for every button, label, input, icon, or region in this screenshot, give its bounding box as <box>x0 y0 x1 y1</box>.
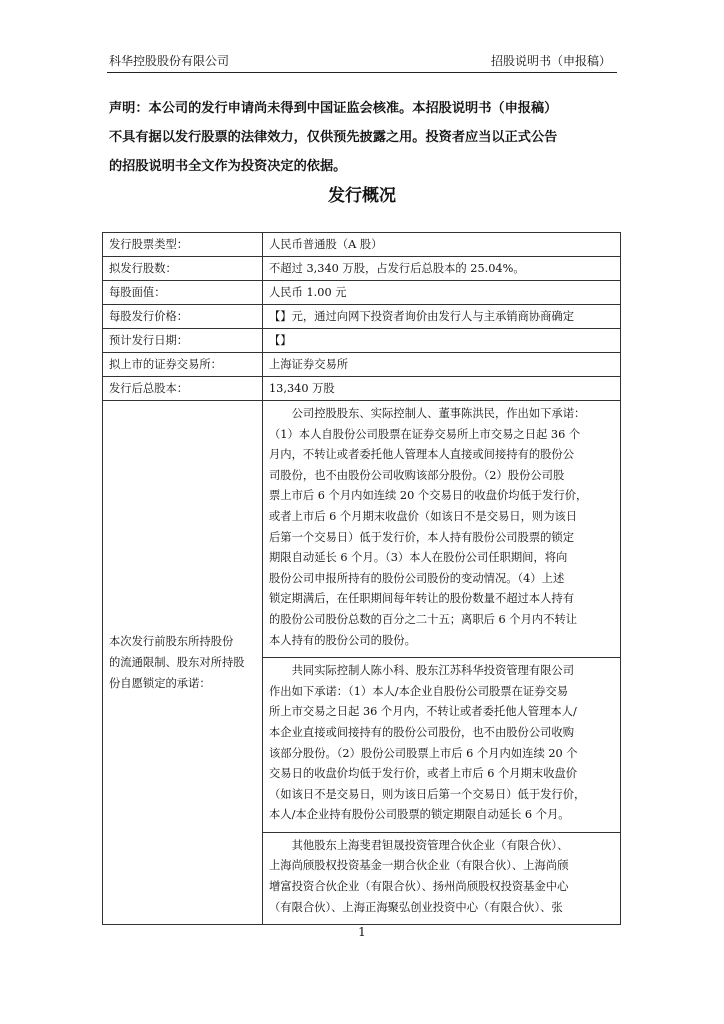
disclaimer-line: 声明：本公司的发行申请尚未得到中国证监会核准。本招股说明书（申报稿） <box>109 101 558 116</box>
header-company-name: 科华控股股份有限公司 <box>109 54 230 68</box>
row-label: 发行后总股本： <box>103 377 263 401</box>
row-value: 【】元，通过向网下投资者询价由发行人与主承销商协商确定 <box>263 305 621 329</box>
paragraph-line: 作出如下承诺：（1）本人/本企业自股份公司股票在证券交易 <box>269 684 569 698</box>
paragraph-line: 其他股东上海斐君钽晟投资管理合伙企业（有限合伙）、 <box>291 838 569 852</box>
paragraph-line: 本人持有的股份公司的股份。 <box>269 633 416 647</box>
lockup-label-line: 的流通限制、股东对所持股 <box>109 656 245 670</box>
paragraph-line: 或者上市后 6 个月期末收盘价（如该日不是交易日，则为该日 <box>269 509 578 523</box>
lockup-row <box>103 401 621 658</box>
paragraph-line: 股份公司申报所持有的股份公司股份的变动情况。（4）上述 <box>269 571 565 585</box>
lockup-label-line: 份自愿锁定的承诺： <box>109 677 211 691</box>
lockup-commitment-other-shareholders <box>263 832 621 924</box>
paragraph-line: 票上市后 6 个月内如连续 20 个交易日的收盘价均低于发行价， <box>269 489 588 503</box>
row-label: 拟上市的证券交易所： <box>103 353 263 377</box>
paragraph-line: （有限合伙）、上海正海聚弘创业投资中心（有限合伙）、张 <box>269 900 563 914</box>
row-label: 发行股票类型： <box>103 233 263 257</box>
table-row <box>103 281 621 305</box>
header-document-type: 招股说明书（申报稿） <box>490 54 611 68</box>
table-row <box>103 233 621 257</box>
paragraph-line: 所上市交易之日起 36 个月内，不转让或者委托他人管理本人/ <box>269 705 577 719</box>
paragraph-line: 交易日的收盘价均低于发行价，或者上市后 6 个月期末收盘价 <box>269 767 578 781</box>
row-label: 每股面值： <box>103 281 263 305</box>
table-row <box>103 377 621 401</box>
disclaimer-statement <box>109 94 617 181</box>
lockup-label-line: 本次发行前股东所持股份 <box>109 635 234 649</box>
disclaimer-line: 不具有据以发行股票的法律效力，仅供预先披露之用。投资者应当以正式公告 <box>109 130 558 145</box>
paragraph-line: （如该日不是交易日，则为该日后第一个交易日）低于发行价， <box>269 787 586 801</box>
paragraph-line: （1）本人自股份公司股票在证券交易所上市交易之日起 36 个 <box>269 427 581 441</box>
lockup-label <box>103 401 263 925</box>
paragraph-line: 公司控股股东、实际控制人、董事陈洪民，作出如下承诺： <box>291 407 586 420</box>
row-value: 不超过 3,340 万股，占发行后总股本的 25.04%。 <box>263 257 621 281</box>
row-value: 人民币 1.00 元 <box>263 281 621 305</box>
paragraph-line: 后第一个交易日）低于发行价，本人持有股份公司股票的锁定 <box>269 530 575 544</box>
page-header <box>107 50 617 73</box>
row-value: 人民币普通股（A 股） <box>263 233 621 257</box>
row-value: 13,340 万股 <box>263 377 621 401</box>
table-row <box>103 305 621 329</box>
paragraph-line: 月内，不转让或者委托他人管理本人直接或间接持有的股份公 <box>269 448 575 462</box>
page-number: 1 <box>358 925 366 939</box>
lockup-commitment-co-controller <box>263 658 621 833</box>
row-label: 预计发行日期： <box>103 329 263 353</box>
row-value: 【】 <box>263 329 621 353</box>
row-label: 每股发行价格： <box>103 305 263 329</box>
paragraph-line: 本人/本企业持有股份公司股票的锁定期限自动延长 6 个月。 <box>269 808 570 822</box>
paragraph-line: 期限自动延长 6 个月。（3）本人在股份公司任职期间，将向 <box>269 551 568 565</box>
row-label: 拟发行股数： <box>103 257 263 281</box>
section-title: 发行概况 <box>328 186 396 206</box>
paragraph-line: 司股份，也不由股份公司收购该部分股份。（2）股份公司股 <box>269 468 565 482</box>
row-value: 上海证券交易所 <box>263 353 621 377</box>
paragraph-line: 锁定期满后，在任职期间每年转让的股份数量不超过本人持有 <box>269 592 575 606</box>
table-row <box>103 353 621 377</box>
paragraph-line: 的股份公司股份总数的百分之二十五；离职后 6 个月内不转让 <box>269 612 578 626</box>
issuance-overview-table <box>102 232 621 925</box>
paragraph-line: 本企业直接或间接持有的股份公司股份，也不由股份公司收购 <box>269 725 575 739</box>
paragraph-line: 共同实际控制人陈小科、股东江苏科华投资管理有限公司 <box>291 664 575 678</box>
paragraph-line: 该部分股份。（2）股份公司股票上市后 6 个月内如连续 20 个 <box>269 746 578 760</box>
disclaimer-line: 的招股说明书全文作为投资决定的依据。 <box>109 159 347 174</box>
lockup-commitment-controller <box>263 401 621 658</box>
paragraph-line: 增富投资合伙企业（有限合伙）、扬州尚颀股权投资基金中心 <box>269 880 569 894</box>
table-row <box>103 257 621 281</box>
paragraph-line: 上海尚颀股权投资基金一期合伙企业（有限合伙）、上海尚颀 <box>269 859 569 873</box>
table-row <box>103 329 621 353</box>
